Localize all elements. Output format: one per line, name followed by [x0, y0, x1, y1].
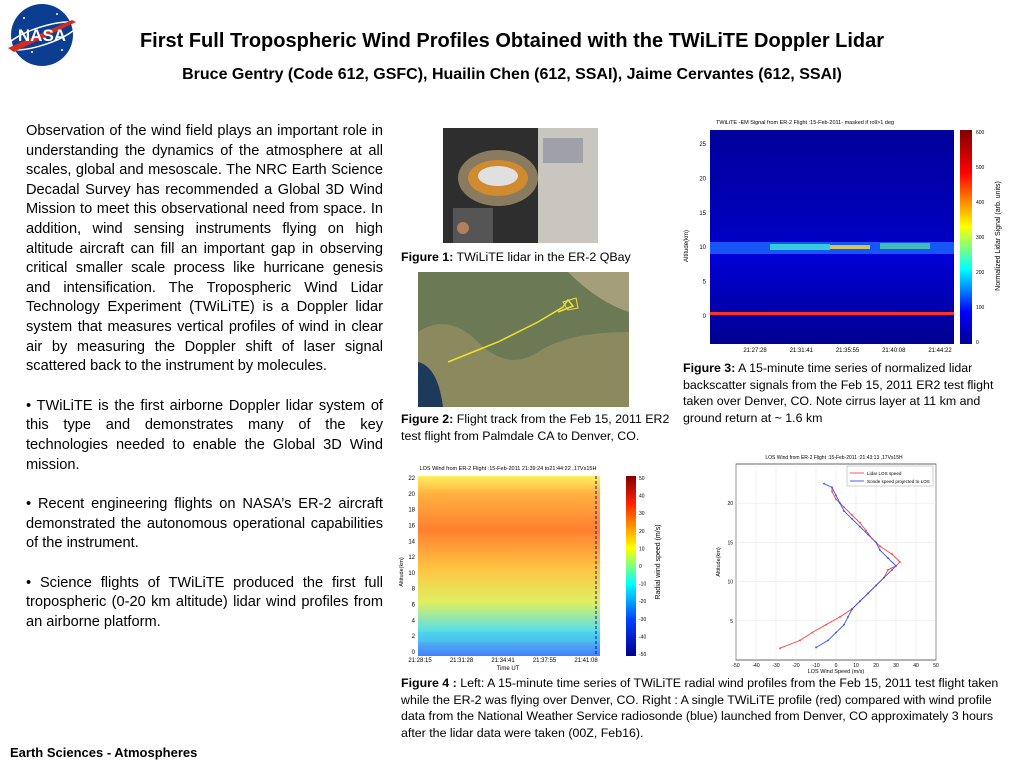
chart-point-1 — [843, 624, 845, 626]
figure-3-colorbar-tick: 0 — [976, 340, 979, 346]
figure-4-colorbar-tick: -20 — [639, 599, 647, 606]
chart-point-1 — [867, 592, 869, 594]
figure-4-left-ytick: 14 — [408, 539, 415, 546]
figure-2-caption-text: Flight track from the Feb 15, 2011 ER2 test flight from Palmdale CA to Denver, CO. — [401, 412, 670, 443]
figure-4-colorbar-tick: -50 — [639, 652, 647, 658]
chart-ytick: 20 — [727, 501, 733, 508]
figure-4-colorbar-tick: 20 — [639, 528, 645, 535]
chart-point-0 — [865, 530, 867, 532]
chart-point-1 — [875, 585, 877, 587]
figure-4-left-xtick: 21:41:08 — [574, 658, 598, 664]
chart-point-0 — [779, 647, 781, 649]
chart-point-1 — [843, 510, 845, 512]
figure-3-ytick: 5 — [702, 279, 706, 286]
figure-4-colorbar-tick: 30 — [639, 511, 645, 518]
figure-3-ylabel: Altitude(km) — [684, 229, 690, 263]
chart-point-0 — [851, 514, 853, 516]
figure-3-ytick: 0 — [702, 314, 706, 320]
figure-4-colorbar-tick: 10 — [639, 546, 645, 553]
figure-3-colorbar-tick: 300 — [976, 235, 985, 241]
chart-point-1 — [887, 557, 889, 559]
chart-point-0 — [811, 632, 813, 634]
chart-xtick: -20 — [792, 663, 800, 669]
figure-3-colorbar-tick: 600 — [976, 130, 985, 136]
bullet-engineering-flights: • Recent engineering flights on NASA’s ER-2 aircraft demonstrated the autonomous operational capabilities of the instrument. — [26, 496, 383, 552]
chart-point-1 — [827, 640, 829, 642]
chart-legend-label: Sonde speed projected to LOS — [867, 479, 930, 484]
chart-point-0 — [879, 545, 881, 547]
figure-4-left-xtick: 21:28:15 — [408, 658, 432, 664]
chart-xtick: -40 — [752, 663, 760, 669]
figure-3-ytick: 20 — [699, 176, 706, 183]
figure-1-label: Figure 1: — [401, 250, 454, 264]
chart-title: LOS Wind from ER-2 Flight :15-Feb-2011 :21:43:13 ,17Vs15H — [765, 455, 903, 461]
chart-xlabel: LOS Wind Speed (m/s) — [807, 669, 865, 675]
figure-3-ytick: 15 — [699, 210, 706, 217]
figure-4-colorbar-tick: -30 — [639, 616, 647, 623]
figure-4-left-ytick: 0 — [411, 650, 415, 656]
chart-point-0 — [887, 569, 889, 571]
chart-point-1 — [891, 569, 893, 571]
chart-point-1 — [883, 577, 885, 579]
chart-point-0 — [799, 640, 801, 642]
figure-3-colorbar — [960, 130, 972, 344]
chart-point-1 — [859, 600, 861, 602]
figure-2-map — [418, 272, 629, 407]
figure-4-left-ylabel: Altitude(km) — [399, 557, 405, 587]
figure-3-xtick: 21:44:22 — [928, 348, 952, 354]
chart-point-0 — [859, 522, 861, 524]
chart-point-0 — [835, 498, 837, 500]
chart-xtick: -10 — [812, 663, 820, 669]
figure-3-backscatter-plot — [680, 116, 1010, 356]
figure-3-colorbar-tick: 100 — [976, 305, 985, 311]
figure-3-xtick: 21:40:08 — [882, 348, 906, 354]
figure-3-colorbar-label: Normalized Lidar Signal (arb. units) — [995, 181, 1002, 291]
figure-3-label: Figure 3: — [683, 361, 736, 375]
figure-1-caption-text: TWiLiTE lidar in the ER-2 QBay — [453, 250, 631, 264]
chart-point-0 — [831, 491, 833, 493]
figure-3-colorbar-tick: 500 — [976, 165, 985, 171]
figure-4-colorbar-tick: 50 — [639, 476, 645, 482]
figure-4-colorbar-tick: 0 — [639, 564, 642, 570]
chart-point-1 — [847, 616, 849, 618]
chart-xtick: 40 — [913, 663, 919, 669]
nasa-logo-text: NASA — [17, 26, 67, 45]
figure-3-plot-area — [710, 130, 954, 344]
figure-4-radial-wind-plot — [398, 462, 670, 672]
chart-point-0 — [871, 538, 873, 540]
figure-1-caption — [401, 249, 681, 266]
figure-3-xtick: 21:27:28 — [743, 348, 767, 354]
chart-point-1 — [851, 608, 853, 610]
figure-3-ytick: 10 — [699, 245, 706, 252]
figure-4-left-xtick: 21:37:55 — [532, 658, 557, 664]
chart-xtick: 50 — [933, 663, 939, 669]
chart-ylabel: Altitude(km) — [716, 547, 722, 577]
figure-3-colorbar-tick: 400 — [976, 200, 985, 206]
figure-4-left-ytick: 6 — [411, 602, 415, 609]
chart-point-0 — [825, 624, 827, 626]
chart-point-1 — [835, 632, 837, 634]
chart-point-1 — [839, 502, 841, 504]
figure-4-left-xtick: 21:31:28 — [449, 658, 474, 664]
chart-point-1 — [831, 487, 833, 489]
figure-4-left-ytick: 2 — [411, 634, 415, 641]
figure-3-ytick: 25 — [699, 142, 706, 148]
figure-4-wind-profile-chart — [712, 452, 944, 676]
figure-4-colorbar-tick: -40 — [639, 634, 647, 641]
figure-4-left-ytick: 8 — [411, 586, 415, 593]
body-text — [26, 122, 383, 653]
figure-3-caption-text: A 15-minute time series of normalized lidar backscatter signals from the Feb 15, 2011 ER2 test flight taken over Denver, CO. Note cirrus layer at 11 km and ground return at ~ 1.6 km — [683, 361, 994, 425]
figure-3-colorbar-tick: 200 — [976, 270, 985, 276]
figure-2-label: Figure 2: — [401, 412, 454, 426]
figure-4-caption — [401, 675, 1013, 741]
figure-4-colorbar-tick: 40 — [639, 493, 645, 500]
paragraph-intro: Observation of the wind field plays an important role in understanding the dynamics of the atmosphere at all scales, global and mesoscale. The NRC Earth Science Decadal Survey has recommended a Global 3D Wind Mission to meet this observational need from space. In addition, wind sensing instruments flying on high altitude aircraft can fill an important gap in observing critical smaller scale process like hurricane genesis and intensification. The Tropospheric Wind Lidar Technology Experiment (TWiLiTE) is a Doppler lidar system that measures vertical profiles of wind in clear air by measuring the Doppler shift of laser signal scattered back to the instrument by molecules. — [26, 123, 383, 375]
chart-point-1 — [835, 494, 837, 496]
chart-xtick: 30 — [893, 663, 899, 669]
figure-4-left-ytick: 12 — [408, 555, 415, 562]
figure-2-caption — [401, 411, 671, 444]
chart-point-0 — [839, 616, 841, 618]
figure-4-colorbar-label: Radial wind speed (m/s) — [655, 524, 662, 600]
figure-3-xtick: 21:31:41 — [789, 348, 813, 354]
figure-3-xtick: 21:35:55 — [835, 348, 860, 354]
figure-3-plot-title: TWiLiTE -EM Signal from ER-2 Flight :15-Feb-2011- masked if roll>1 deg — [716, 120, 894, 126]
chart-ytick: 10 — [727, 579, 733, 586]
chart-point-1 — [867, 534, 869, 536]
chart-xtick: 0 — [834, 663, 838, 669]
figure-4-left-ytick: 16 — [408, 523, 415, 530]
footer-label: Earth Sciences - Atmospheres — [10, 745, 198, 760]
figure-3-caption — [683, 360, 1003, 426]
figure-4-left-xlabel: Time UT — [496, 666, 520, 672]
chart-ytick: 15 — [727, 540, 733, 547]
figure-4-label: Figure 4 : — [401, 676, 457, 690]
page-subtitle: Bruce Gentry (Code 612, GSFC), Huailin Chen (612, SSAI), Jaime Cervantes (612, SSAI) — [182, 66, 842, 83]
figure-4-left-ytick: 18 — [408, 507, 415, 514]
chart-ytick: 5 — [730, 618, 733, 625]
chart-legend — [847, 466, 933, 486]
chart-point-0 — [899, 561, 901, 563]
bullet-science-flights: • Science flights of TWiLiTE produced the first full tropospheric (0-20 km altitude) lidar wind profiles from an airborne platform. — [26, 574, 383, 631]
chart-point-0 — [891, 553, 893, 555]
figure-4-left-title: LOS Wind from ER-2 Flight :15-Feb-2011 21:39:24 to21:44:22 ,17Vs15H — [419, 466, 597, 472]
figure-1-photo — [443, 128, 598, 243]
chart-point-1 — [815, 647, 817, 649]
chart-xtick: -30 — [772, 663, 780, 669]
figure-4-left-ytick: 10 — [408, 570, 415, 577]
chart-point-1 — [895, 565, 897, 567]
chart-point-1 — [823, 483, 825, 485]
chart-xtick: 10 — [853, 663, 859, 669]
bullet-first-system: • TWiLiTE is the first airborne Doppler lidar system of this type and demonstrates many of the key technologies needed to enable the Global 3D Wind mission. — [26, 397, 383, 473]
chart-point-1 — [859, 526, 861, 528]
figure-4-caption-text: Left: A 15-minute time series of TWiLiTE radial wind profiles from the Feb 15, 2011 test flight taken while the ER-2 was flying over Denver, CO. Right : A single TWiLiTE profile (red) compared with wind profile data from the National Weather Service radiosonde (blue) launched from Denver, CO approximately 3 hours after the lidar data were taken (00Z, Feb16). — [401, 676, 999, 740]
figure-4-left-xtick: 21:34:41 — [491, 658, 515, 664]
figure-4-left-ytick: 22 — [408, 476, 415, 482]
chart-xtick: -50 — [732, 663, 740, 669]
page-title: First Full Tropospheric Wind Profiles Obtained with the TWiLiTE Doppler Lidar — [139, 30, 885, 52]
chart-point-1 — [875, 542, 877, 544]
figure-4-colorbar-tick: -10 — [639, 581, 647, 588]
figure-4-colorbar — [626, 476, 636, 656]
figure-4-left-ytick: 4 — [411, 618, 415, 625]
chart-point-1 — [851, 518, 853, 520]
chart-point-1 — [879, 549, 881, 551]
chart-xtick: 20 — [873, 663, 879, 669]
figure-4-left-plot-area — [418, 476, 600, 656]
chart-point-0 — [843, 506, 845, 508]
figure-4-left-ytick: 20 — [408, 491, 415, 498]
chart-legend-label: Lidar LOS speed — [867, 471, 902, 476]
